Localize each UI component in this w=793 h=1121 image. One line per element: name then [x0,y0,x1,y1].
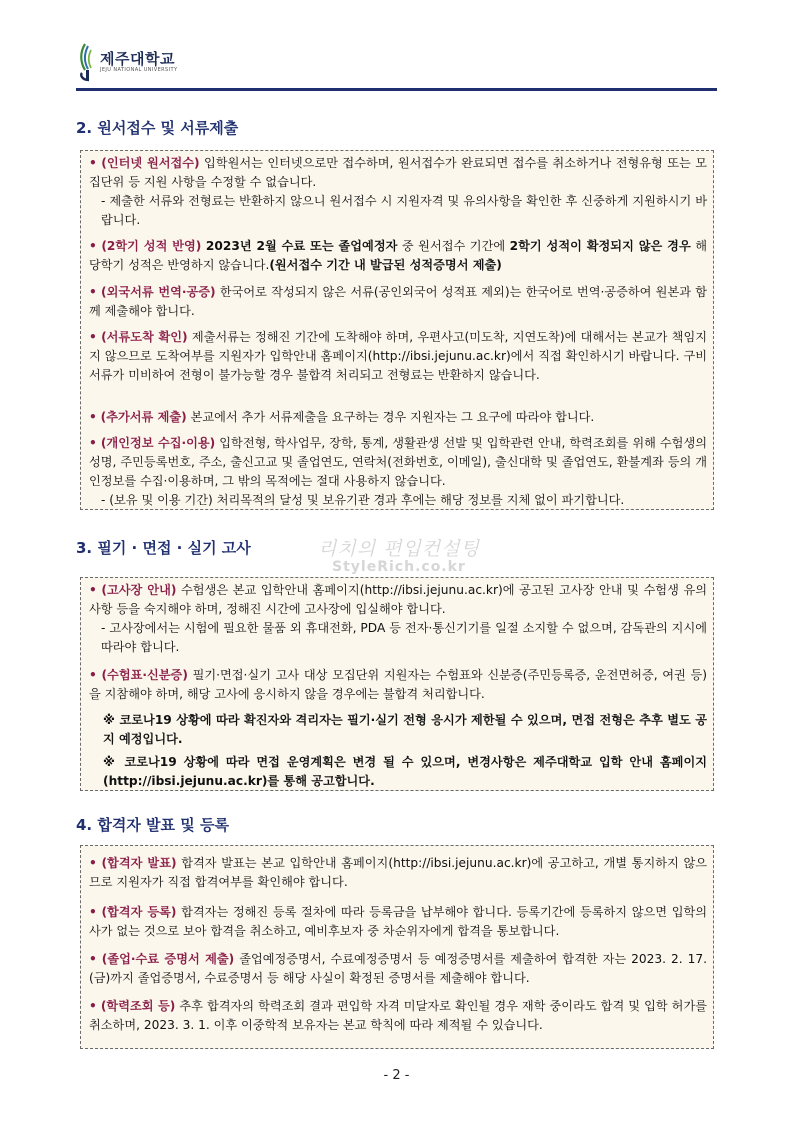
logo-subtitle: JEJU NATIONAL UNIVERSITY [100,66,178,73]
list-item: • (서류도착 확인) 제출서류는 정해진 기간에 도착해야 하며, 우편사고(미도착, 지연도착)에 대해서는 본교가 책임지지 않으므로 도착여부를 지원자가 입학안내 홈페이지(http://ibsi.jejunu.ac.kr)에서 직접 확인하시기 바랍니다. 구비 서류가 미비하여 전형이 불가능할 경우 불합격 처리되고 전형료는 반환하지 않습니다. [89,330,707,382]
section-title-application: 2. 원서접수 및 서류제출 [76,119,239,137]
list-item: • (개인정보 수집·이용) 입학전형, 학사업무, 장학, 통계, 생활관생 선발 및 입학관련 안내, 학력조회를 위해 수험생의 성명, 주민등록번호, 주소, 출신고교 및 졸업연도, 연락처(전화번호, 이메일), 출신대학 및 졸업연도, 환불계좌 등의 개인정보를 수집·이용하며, 그 밖의 목적에는 절대 사용하지 않습니다. - (보유 및 이용 기간) 처리목적의 달성 및 보유기관 경과 후에는 해당 정보를 지체 없이 파기합니다. [89,436,708,507]
logo-name: 제주대학교 [100,49,175,68]
university-logo [76,40,177,84]
page-number: - 2 - [383,1068,410,1083]
section-title-exams: 3. 필기 · 면접 · 실기 고사 [76,539,251,557]
list-item: • (고사장 안내) 수험생은 본교 입학안내 홈페이지(http://ibsi.jejunu.ac.kr)에 공고된 고사장 안내 및 수험생 유의사항 등을 숙지해야 하며, 정해진 시간에 고사장에 입실해야 합니다. - 고사장에서는 시험에 필요한 물품 외 휴대전화, PDA 등 전자·통신기기를 일절 소지할 수 없으며, 감독관의 지시에 따라야 합니다. [89,583,708,654]
list-item: • (외국서류 번역·공증) 한국어로 작성되지 않은 서류(공인외국어 성적표 제외)는 한국어로 번역·공증하여 원본과 함께 제출해야 합니다. [89,285,708,318]
list-item: • (합격자 등록) 합격자는 정해진 등록 절차에 따라 등록금을 납부해야 합니다. 등록기간에 등록하지 않으면 입학의사가 없는 것으로 보아 합격을 취소하고, 예비후보자 중 차순위자에게 합격을 통보합니다. [89,905,708,938]
notice: ※ 코로나19 상황에 따라 확진자와 격리자는 필기·실기 전형 응시가 제한될 수 있으며, 면접 전형은 추후 별도 공지 예정입니다. [103,713,707,746]
notice: ※ 코로나19 상황에 따라 면접 운영계획은 변경 될 수 있으며, 변경사항은 제주대학교 입학 안내 홈페이지(http://ibsi.jejunu.ac.kr)를 통해 공고합니다. [103,755,707,788]
header-rule [76,88,717,91]
logo-emblem-icon [76,42,96,82]
list-item: • (수험표·신분증) 필기·면접·실기 고사 대상 모집단위 지원자는 수험표와 신분증(주민등록증, 운전면허증, 여권 등)을 지참해야 하며, 해당 고사에 응시하지 않을 경우에는 불합격 처리합니다. [89,668,708,701]
list-item: • (인터넷 원서접수) 입학원서는 인터넷으로만 접수하며, 원서접수가 완료되면 접수를 취소하거나 전형유형 또는 모집단위 등 지원 사항을 수정할 수 없습니다. - 제출한 서류와 전형료는 반환하지 않으니 원서접수 시 지원자격 및 유의사항을 확인한 후 신중하게 지원하시기 바랍니다. [89,156,708,227]
list-item: • (합격자 발표) 합격자 발표는 본교 입학안내 홈페이지(http://ibsi.jejunu.ac.kr)에 공고하고, 개별 통지하지 않으므로 지원자가 직접 합격여부를 확인해야 합니다. [89,856,708,889]
list-item: • (졸업·수료 증명서 제출) 졸업예정증명서, 수료예정증명서 등 예정증명서를 제출하여 합격한 자는 2023. 2. 17.(금)까지 졸업증명서, 수료증명서 등 해당 사실이 확정된 증명서를 제출해야 합니다. [89,952,707,985]
list-item: • (학력조회 등) 추후 합격자의 학력조회 결과 편입학 자격 미달자로 확인될 경우 재학 중이라도 합격 및 입학 허가를 취소하며, 2023. 3. 1. 이후 이중학적 보유자는 본교 학칙에 따라 제적될 수 있습니다. [89,999,708,1032]
section-box-application [80,150,714,510]
list-item: • (추가서류 제출) 본교에서 추가 서류제출을 요구하는 경우 지원자는 그 요구에 따라야 합니다. [89,410,595,424]
section-box-results [80,845,714,1049]
section-box-exams [80,577,714,791]
list-item: • (2학기 성적 반영) 2023년 2월 수료 또는 졸업예정자 중 원서접수 기간에 2학기 성적이 확정되지 않은 경우 해당학기 성적은 반영하지 않습니다.(원서접수 기간 내 발급된 성적증명서 제출) [89,239,708,272]
section-title-results: 4. 합격자 발표 및 등록 [76,816,229,834]
watermark: 리치의 편입컨설팅 StyleRich.co.kr [318,538,480,575]
